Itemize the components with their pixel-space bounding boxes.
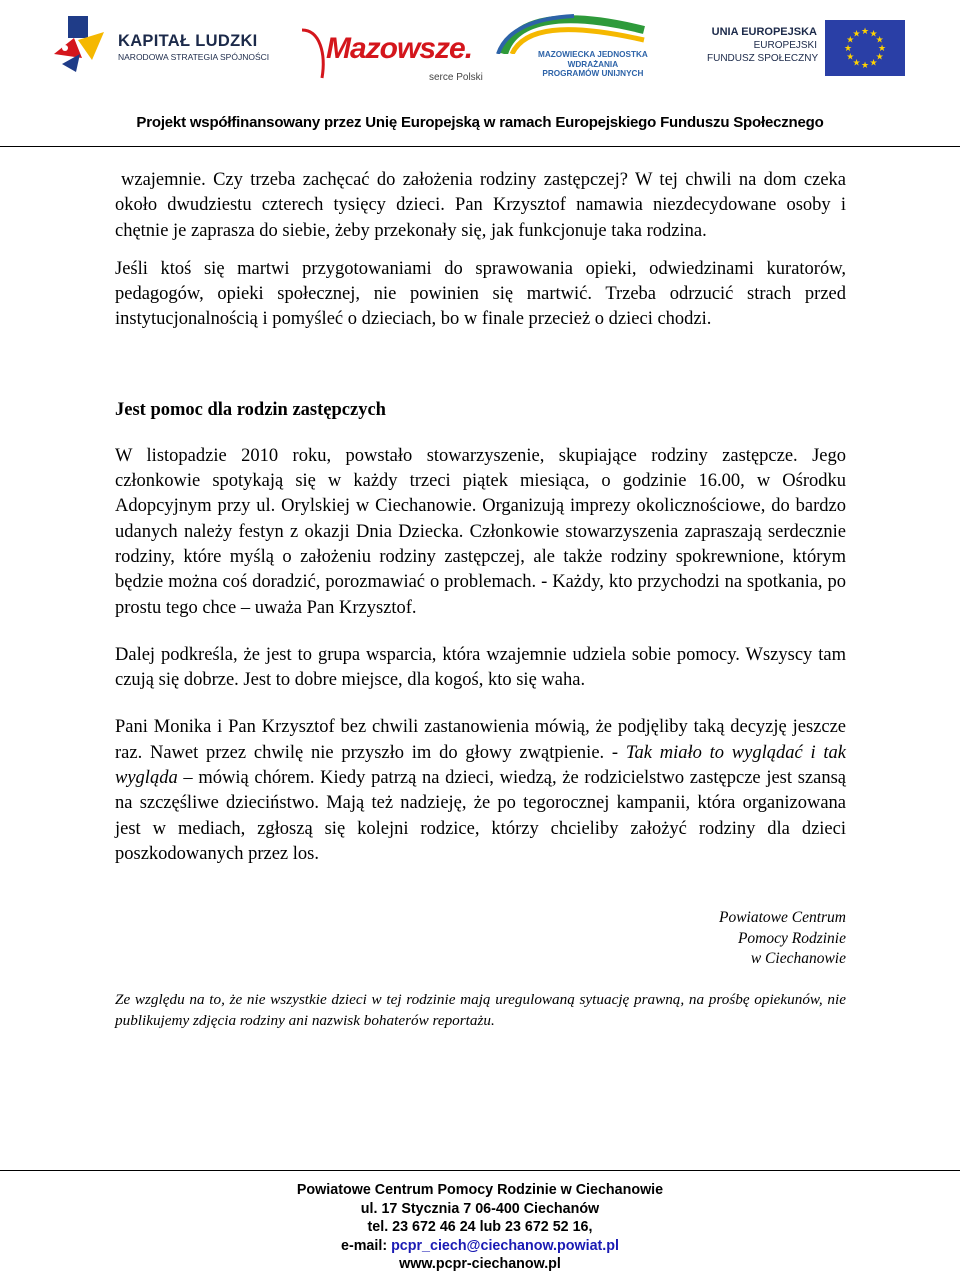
ue-text [707,26,817,65]
signature-block [115,908,846,970]
paragraph-5-part-2: – mówią chórem. Kiedy patrzą na dzieci, wiedzą, że rodzicielstwo zastępcze jest szansą na szczęśliwe dzieciństwo. Mają też nadzieję, że po tegorocznej kampanii, która organizowana jest w mediach, zgłoszą się kolejni rodzice, którzy chcieliby założyć rodziny dla dzieci poszkodowanych przez los. [115,768,846,864]
kapital-ludzki-subtitle: NARODOWA STRATEGIA SPÓJNOŚCI [118,52,270,62]
footer-website[interactable]: www.pcpr-ciechanow.pl [399,1256,561,1272]
paragraph-4: Dalej podkreśla, że jest to grupa wsparcia, która wzajemnie udziela sobie pomocy. Wszyscy tam czują się dobrze. Jest to dobre miejsce, dla kogoś, kto się waha. [115,644,846,691]
footer-email-link[interactable]: pcpr_ciech@ciechanow.powiat.pl [391,1237,619,1254]
page-header [0,0,960,145]
eu-star-icon: ★ [860,60,870,70]
mjwpu-arc [494,10,654,54]
signature-line-3: w Ciechanowie [750,950,846,968]
kapital-ludzki-title: KAPITAŁ LUDZKI [118,32,258,50]
ue-line1: UNIA EUROPEJSKA [711,26,817,38]
eu-star-icon: ★ [877,43,887,53]
eu-stars-icon [825,20,905,76]
footer-divider [0,1170,960,1171]
paragraph-5-quote: Tak miało to wyglądać i tak wygląda [115,742,846,789]
eu-star-icon: ★ [875,34,884,45]
mjwpu-text [538,50,648,79]
article-body [115,168,846,1032]
eu-star-icon: ★ [875,51,884,62]
mjwpu-line1: MAZOWIECKA JEDNOSTKA [538,50,648,59]
eu-star-icon: ★ [843,43,853,53]
footer-address: ul. 17 Stycznia 7 06-400 Ciechanów [360,1200,600,1217]
privacy-note: Ze względu na to, że nie wszystkie dzieci w tej rodzinie mają uregulowaną sytuację prawną, na prośbę opiekunów, nie publikujemy zdjęcia rodziny ani nazwisk bohaterów reportażu. [115,990,846,1030]
mazowsze-title: Mazowsze. [326,32,473,65]
header-divider [0,146,960,147]
mjwpu-line2: WDRAŻANIA [567,59,619,69]
signature-line-1: Powiatowe Centrum [718,909,846,927]
eu-star-icon: ★ [846,51,855,62]
kapital-ludzki-emblem [52,14,112,74]
cofinancing-note: Projekt współfinansowany przez Unię Europejską w ramach Europejskiego Funduszu Społecznego [136,114,824,131]
eu-star-icon: ★ [869,57,878,68]
footer-org: Powiatowe Centrum Pomocy Rodzinie w Ciechanowie [296,1182,664,1198]
ue-line2: EUROPEJSKI [753,40,817,51]
page-footer [0,1181,960,1274]
footer-phone: tel. 23 672 46 24 lub 23 672 52 16, [367,1219,593,1235]
mjwpu-line3: PROGRAMÓW UNIJNYCH [542,69,644,78]
mazowsze-subtitle: serce Polski [429,72,483,83]
paragraph-1: wzajemnie. Czy trzeba zachęcać do założenia rodziny zastępczej? W tej chwili na dom czeka około dwudziestu czterech tysięcy dzieci. Pan Krzysztof namawia niezdecydowane osoby i chętnie je zaprasza do siebie, żeby przekonały się, jak funkcjonuje taka rodzina. [115,170,846,241]
paragraph-3: W listopadzie 2010 roku, powstało stowarzyszenie, skupiające rodziny zastępcze. Jego członkowie spotykają się w każdy trzeci piątek miesiąca, o godzinie 16.00, w Ośrodku Adopcyjnym przy ul. Orylskiej w Ciechanowie. Organizują imprezy okolicznościowe, do bardzo udanych należy festyn z okazji Dnia Dziecka. Członkowie stowarzyszenia zapraszają serdecznie rodziny, które myślą o założeniu rodziny zastępczej, ale także rodziny spokrewnione, którym będzie można coś doradzić, porozmawiać o problemach. - Każdy, kto przychodzi na spotkania, po prostu tego chce – uważa Pan Krzysztof. [115,445,846,618]
eu-star-icon: ★ [852,28,861,39]
mazowsze-logo [296,18,481,90]
footer-email-label: e-mail: [341,1237,392,1254]
footer-email-line [0,1237,960,1256]
mjwpu-logo [494,10,654,90]
ue-line3: FUNDUSZ SPOŁECZNY [707,53,819,64]
eu-star-icon: ★ [860,26,870,36]
paragraph-2: Jeśli ktoś się martwi przygotowaniami do sprawowania opieki, odwiedzinami kuratorów, pedagogów, opieki społecznej, nie powinien się martwić. Trzeba odrzucić strach przed instytucjonalnością i pomyśleć o dzieciach, bo w finale przecież o dzieci chodzi. [115,258,846,330]
paragraph-5-part-1: Pani Monika i Pan Krzysztof bez chwili zastanowienia mówią, że podjęliby taką decyzję jeszcze raz. Nawet przez chwilę nie przyszło im do głowy zwątpienie. - [115,717,846,763]
eu-star-icon: ★ [852,57,861,68]
paragraph-5 [115,715,846,867]
section-heading: Jest pomoc dla rodzin zastępczych [115,399,386,420]
kapital-ludzki-logo [52,14,282,74]
signature-line-2: Pomocy Rodzinie [737,929,846,947]
eu-flag-icon [825,20,905,76]
eu-star-icon: ★ [869,28,878,39]
eu-star-icon: ★ [846,34,855,45]
ue-logo [707,20,907,80]
